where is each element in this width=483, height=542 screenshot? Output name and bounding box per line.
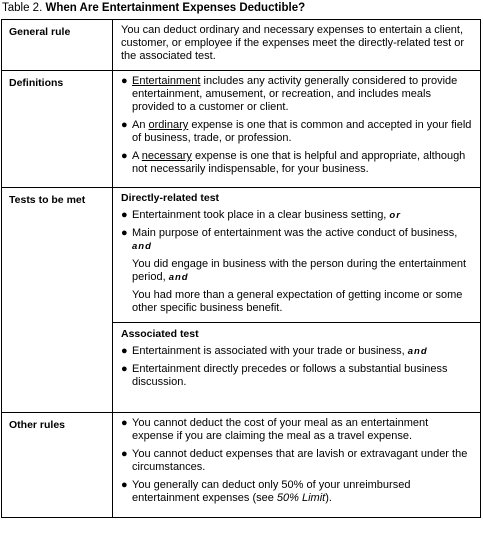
directly-related-heading: Directly-related test [121, 192, 220, 204]
bullet-icon: ● [121, 209, 128, 221]
test-conjunction: or [389, 210, 401, 221]
direct-test-item [121, 209, 472, 222]
other-rule-item [121, 479, 472, 505]
deductible-expenses-table [1, 19, 481, 518]
caption-title: When Are Entertainment Expenses Deductible? [45, 2, 306, 14]
tests-cell [113, 188, 481, 413]
term-ordinary: ordinary [148, 119, 189, 131]
rule-text: You generally can deduct only 50% of your unreimbursed entertainment expenses (see [132, 479, 411, 504]
test-text: You had more than a general expectation of getting income or some other specific business benefit. [132, 289, 463, 314]
definition-text: expense is one that is common and accepted in your field of business, trade, or profession. [132, 119, 472, 144]
term-entertainment: Entertainment [132, 75, 201, 87]
associated-test-item [121, 345, 472, 358]
rule-text: You cannot deduct the cost of your meal as an entertainment expense if you are claiming the meal as a travel expense. [132, 417, 429, 442]
other-rule-item [121, 417, 472, 443]
rule-text: You cannot deduct expenses that are lavish or extravagant under the circumstances. [132, 448, 468, 473]
direct-test-subitem [121, 258, 472, 284]
direct-test-subitem [121, 289, 472, 315]
bullet-icon: ● [121, 227, 128, 239]
tests-row [2, 188, 481, 413]
definition-text: expense is one that is helpful and appropriate, although not necessarily indispensable, for your business. [132, 150, 466, 175]
test-conjunction: and [132, 241, 152, 252]
definition-entertainment [121, 75, 472, 114]
definitions-cell [113, 71, 481, 188]
bullet-icon: ● [121, 417, 128, 429]
table-caption [2, 2, 305, 14]
definition-necessary [121, 150, 472, 176]
reference-link[interactable]: 50% Limit [276, 492, 326, 504]
test-conjunction: and [168, 272, 189, 283]
caption-prefix: Table 2. [2, 2, 46, 14]
bullet-icon: ● [121, 119, 128, 131]
general-rule-row [2, 20, 481, 71]
bullet-icon: ● [121, 345, 128, 357]
bullet-icon: ● [121, 479, 128, 491]
test-text: Entertainment is associated with your trade or business, [132, 345, 408, 357]
definitions-row [2, 71, 481, 188]
test-text: Entertainment directly precedes or follows a substantial business discussion. [132, 363, 448, 388]
test-text: You did engage in business with the person during the entertainment period, [132, 258, 467, 283]
definition-prefix: An [132, 119, 149, 131]
tests-label: Tests to be met [2, 188, 113, 413]
bullet-icon: ● [121, 448, 128, 460]
direct-test-item [121, 227, 472, 253]
bullet-icon: ● [121, 75, 128, 87]
rule-text: ). [325, 492, 332, 504]
test-text: Entertainment took place in a clear business setting, [132, 209, 390, 221]
other-rule-item [121, 448, 472, 474]
definitions-label: Definitions [2, 71, 113, 188]
general-rule-cell [113, 20, 481, 71]
associated-section [113, 323, 480, 392]
other-rules-label: Other rules [2, 413, 113, 518]
associated-heading: Associated test [121, 328, 199, 340]
general-rule-label: General rule [2, 20, 113, 71]
associated-test-item [121, 363, 472, 389]
bullet-icon: ● [121, 363, 128, 375]
definition-ordinary [121, 119, 472, 145]
other-rules-cell [113, 413, 481, 518]
definition-prefix: A [132, 150, 142, 162]
bullet-icon: ● [121, 150, 128, 162]
definition-text: includes any activity generally considered to provide entertainment, amusement, or recreation, and includes meals provided to a customer or client. [132, 75, 458, 113]
general-rule-text: You can deduct ordinary and necessary expenses to entertain a client, customer, or employee if the expenses meet the directly-related test or the associated test. [121, 24, 464, 62]
directly-related-section [113, 188, 480, 323]
test-text: Main purpose of entertainment was the active conduct of business, [132, 227, 458, 239]
other-rules-row [2, 413, 481, 518]
term-necessary: necessary [141, 150, 192, 162]
test-conjunction: and [407, 346, 428, 357]
